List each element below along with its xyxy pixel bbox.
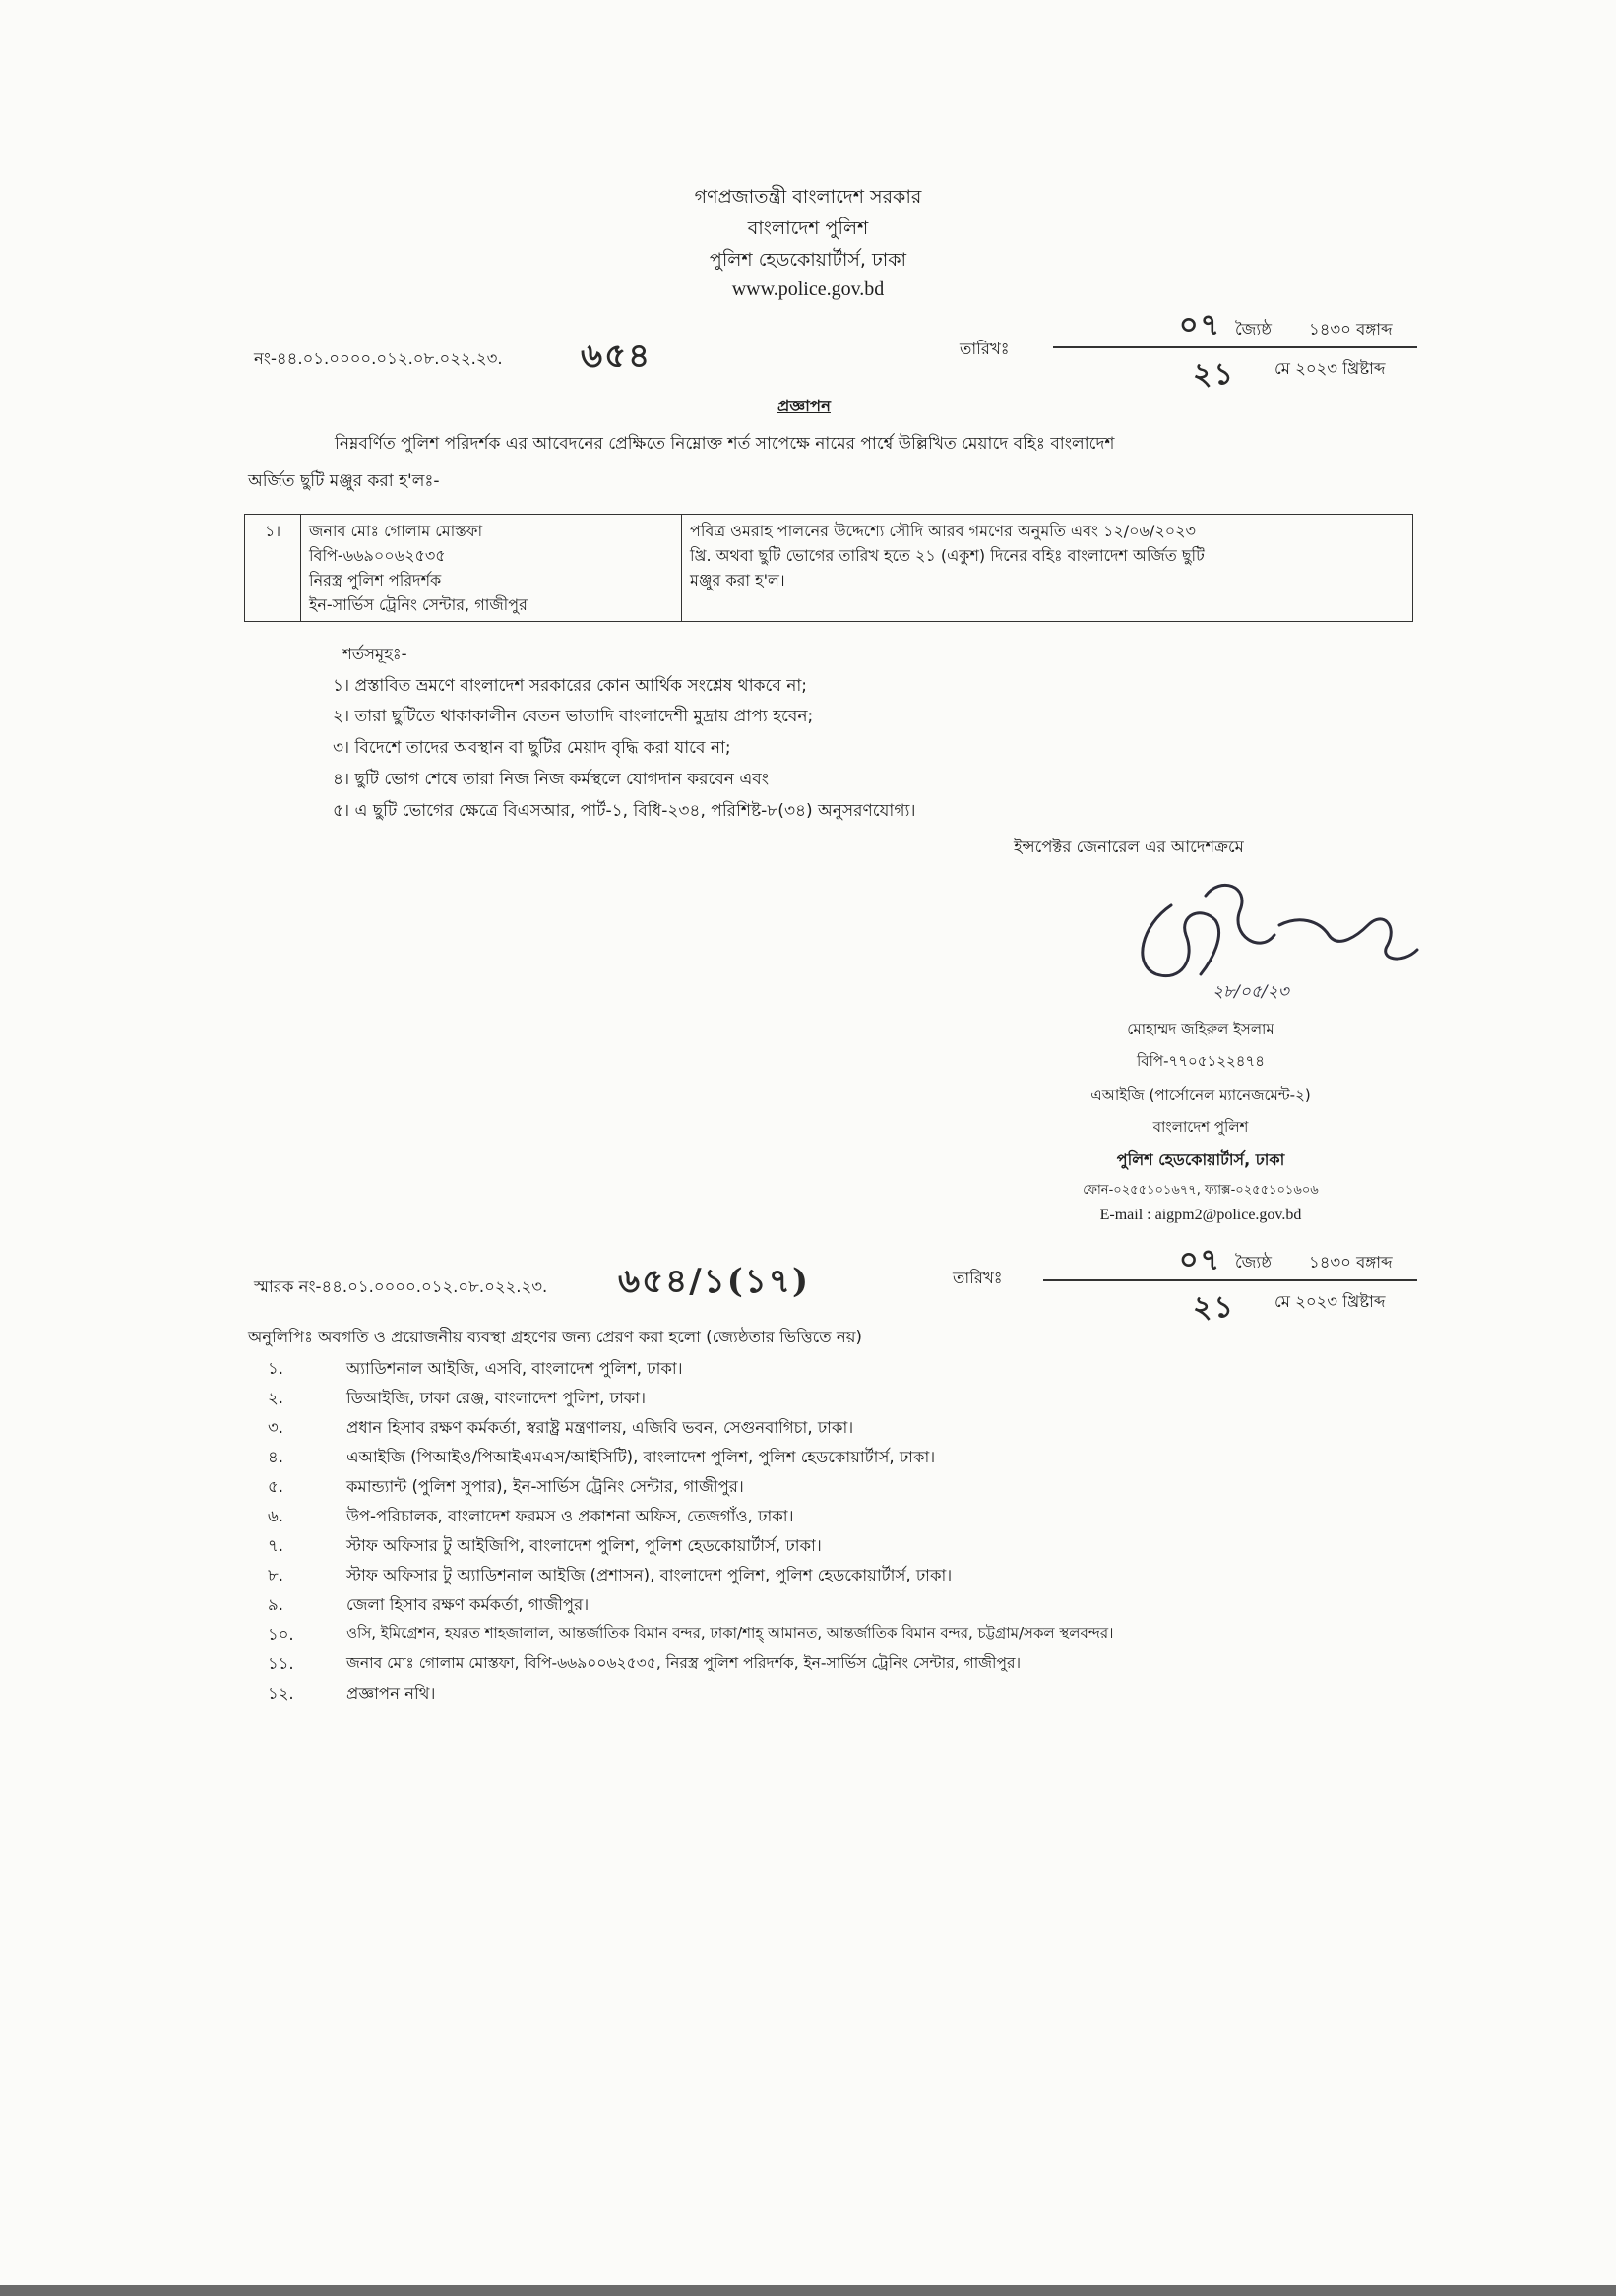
table-row — [245, 515, 1413, 622]
officer-bp: বিপি-৬৬৯০০৬২৫৩৫ — [309, 546, 446, 565]
handwritten-day-bangla: ০৭ — [1179, 308, 1222, 342]
officer-unit: ইন-সার্ভিস ট্রেনিং সেন্টার, গাজীপুর — [309, 595, 528, 614]
signatory-designation: এআইজি (পার্সোনেল ম্যানেজমেন্ট-২) — [1090, 1086, 1311, 1104]
org-title: বাংলাদেশ পুলিশ — [747, 217, 869, 239]
handwritten-day-gregorian: ২১ — [1193, 1290, 1235, 1325]
condition-item: ৫। এ ছুটি ভোগের ক্ষেত্রে বিএসআর, পার্ট-১, বিধি-২৩৪, পরিশিষ্ট-৮(৩৪) অনুসরণযোগ্য। — [333, 801, 916, 821]
reference-number: নং-৪৪.০১.০০০০.০১২.০৮.০২২.২৩. — [254, 349, 503, 368]
leave-details-cell — [682, 515, 1413, 622]
month-bangla: জ্যৈষ্ঠ — [1235, 320, 1272, 339]
govt-title: গণপ্রজাতন্ত্রী বাংলাদেশ সরকার — [694, 186, 922, 208]
officer-name: জনাব মোঃ গোলাম মোস্তফা — [309, 522, 483, 540]
date-label: তারিখঃ — [953, 1269, 1003, 1287]
copies-list: ১. অ্যাডিশনাল আইজি, এসবি, বাংলাদেশ পুলিশ, ঢাকা। ২. ডিআইজি, ঢাকা রেঞ্জ, বাংলাদেশ পুলিশ, ঢাকা। ৩. প্রধান হিসাব রক্ষণ কর্মকর্তা, স্বরাষ্ট্র মন্ত্রণালয়, এজিবি ভবন, সেগুনবাগিচা, ঢাকা। ৪. এআইজি (পিআইও/পিআইএমএস/আইসিটি), বাংলাদেশ পুলিশ, পুলিশ হেডকোয়ার্টার্স, ঢাকা। ৫. কমান্ড্যান্ট (পুলিশ সুপার), ইন-সার্ভিস ট্রেনিং সেন্টার, গাজীপুর। ৬. উপ-পরিচালক, বাংলাদেশ ফরমস ও প্রকাশনা অফিস, তেজগাঁও, ঢাকা। ৭. স্টাফ অফিসার টু আইজিপি, বাংলাদেশ পুলিশ, পুলিশ হেডকোয়ার্টার্স, ঢাকা। ৮. স্টাফ অফিসার টু অ্যাডিশনাল আইজি (প্রশাসন), বাংলাদেশ পুলিশ, পুলিশ হেডকোয়ার্টার্স, ঢাকা। ৯. জেলা হিসাব রক্ষণ কর্মকর্তা, গাজীপুর। ১০. ওসি, ইমিগ্রেশন, হযরত শাহজালাল, আন্তর্জাতিক বিমান বন্দর, ঢাকা/শাহ্ আমানত, আন্তর্জাতিক বিমান বন্দর, চট্টগ্রাম/সকল স্থলবন্দর। ১১. জনাব মোঃ গোলাম মোস্তফা, বিপি-৬৬৯০০৬২৫৩৫, নিরস্ত্র পুলিশ পরিদর্শক, ইন-সার্ভিস ট্রেনিং সেন্টার, গাজীপুর। ১২. প্রজ্ঞাপন নথি। — [268, 1359, 1114, 1703]
month-bangla: জ্যৈষ্ঠ — [1235, 1253, 1272, 1272]
year-bangla: ১৪৩০ বঙ্গাব্দ — [1309, 1253, 1393, 1272]
notice-title: প্রজ্ঞাপন — [777, 397, 831, 415]
handwritten-day-gregorian: ২১ — [1193, 357, 1235, 392]
notice-intro-line1: নিম্নবর্ণিত পুলিশ পরিদর্শক এর আবেদনের প্রেক্ষিতে নিম্নোক্ত শর্ত সাপেক্ষে নামের পার্শ্বে উল্লিখিত মেয়াদে বহিঃ বাংলাদেশ — [335, 434, 1115, 454]
leave-details-line: পবিত্র ওমরাহ পালনের উদ্দেশ্যে সৌদি আরব গমণের অনুমতি এবং ১২/০৬/২০২৩ — [690, 522, 1196, 540]
condition-item: ১। প্রস্তাবিত ভ্রমণে বাংলাদেশ সরকারের কোন আর্থিক সংশ্লেষ থাকবে না; — [333, 676, 808, 696]
condition-item: ৪। ছুটি ভোগ শেষে তারা নিজ নিজ কর্মস্থলে যোগদান করবেন এবং — [333, 770, 770, 789]
signatory-phone: ফোন-০২৫৫১০১৬৭৭, ফ্যাক্স-০২৫৫১০১৬০৬ — [1083, 1183, 1319, 1198]
notice-intro-line2: অর্জিত ছুটি মঞ্জুর করা হ'লঃ- — [248, 471, 440, 491]
scan-edge-bar — [0, 2285, 1616, 2296]
order-text: ইন্সপেক্টর জেনারেল এর আদেশক্রমে — [1014, 838, 1244, 856]
condition-item: ২। তারা ছুটিতে থাকাকালীন বেতন ভাতাদি বাংলাদেশী মুদ্রায় প্রাপ্য হবেন; — [333, 707, 814, 726]
office-title: পুলিশ হেডকোয়ার্টার্স, ঢাকা — [709, 249, 907, 271]
date-divider — [1053, 346, 1417, 348]
handwritten-day-bangla: ০৭ — [1179, 1243, 1222, 1277]
handwritten-reference: ৬৫৪ — [581, 337, 653, 376]
leave-details-line: খ্রি. অথবা ছুটি ভোগের তারিখ হতে ২১ (একুশ) দিনের বহিঃ বাংলাদেশ অর্জিত ছুটি — [690, 546, 1205, 565]
officer-rank: নিরস্ত্র পুলিশ পরিদর্শক — [309, 571, 442, 590]
signatory-email[interactable]: E-mail : aigpm2@police.gov.bd — [1099, 1207, 1302, 1223]
signatory-office: পুলিশ হেডকোয়ার্টার্স, ঢাকা — [1116, 1150, 1285, 1169]
signatory-name: মোহাম্মদ জহিরুল ইসলাম — [1127, 1021, 1274, 1038]
signature-date: ২৮/০৫/২৩ — [1212, 982, 1289, 1002]
year-bangla: ১৪৩০ বঙ্গাব্দ — [1309, 320, 1393, 339]
copies-heading: অনুলিপিঃ অবগতি ও প্রয়োজনীয় ব্যবস্থা গ্রহণের জন্য প্রেরণ করা হলো (জ্যেষ্ঠতার ভিত্তিতে নয়) — [248, 1328, 862, 1346]
officer-cell — [301, 515, 682, 622]
leave-grant-table — [244, 514, 1413, 622]
date-divider — [1043, 1279, 1417, 1281]
date-label: তারিখঃ — [960, 340, 1010, 358]
signatory-org: বাংলাদেশ পুলিশ — [1152, 1118, 1249, 1136]
serial-cell: ১। — [245, 515, 301, 622]
year-gregorian: মে ২০২৩ খ্রিষ্টাব্দ — [1274, 1292, 1386, 1311]
condition-item: ৩। বিদেশে তাদের অবস্থান বা ছুটির মেয়াদ বৃদ্ধি করা যাবে না; — [333, 738, 731, 758]
handwritten-memo-reference: ৬৫৪/১(১৭) — [618, 1262, 811, 1301]
memo-number: স্মারক নং-৪৪.০১.০০০০.০১২.০৮.০২২.২৩. — [254, 1277, 548, 1296]
signatory-bp: বিপি-৭৭০৫১২২৪৭৪ — [1137, 1052, 1265, 1070]
website-link[interactable]: www.police.gov.bd — [731, 279, 885, 300]
conditions-heading: শর্তসমূহঃ- — [342, 645, 407, 663]
leave-details-line: মঞ্জুর করা হ'ল। — [690, 571, 785, 590]
year-gregorian: মে ২০২৩ খ্রিষ্টাব্দ — [1274, 359, 1386, 378]
